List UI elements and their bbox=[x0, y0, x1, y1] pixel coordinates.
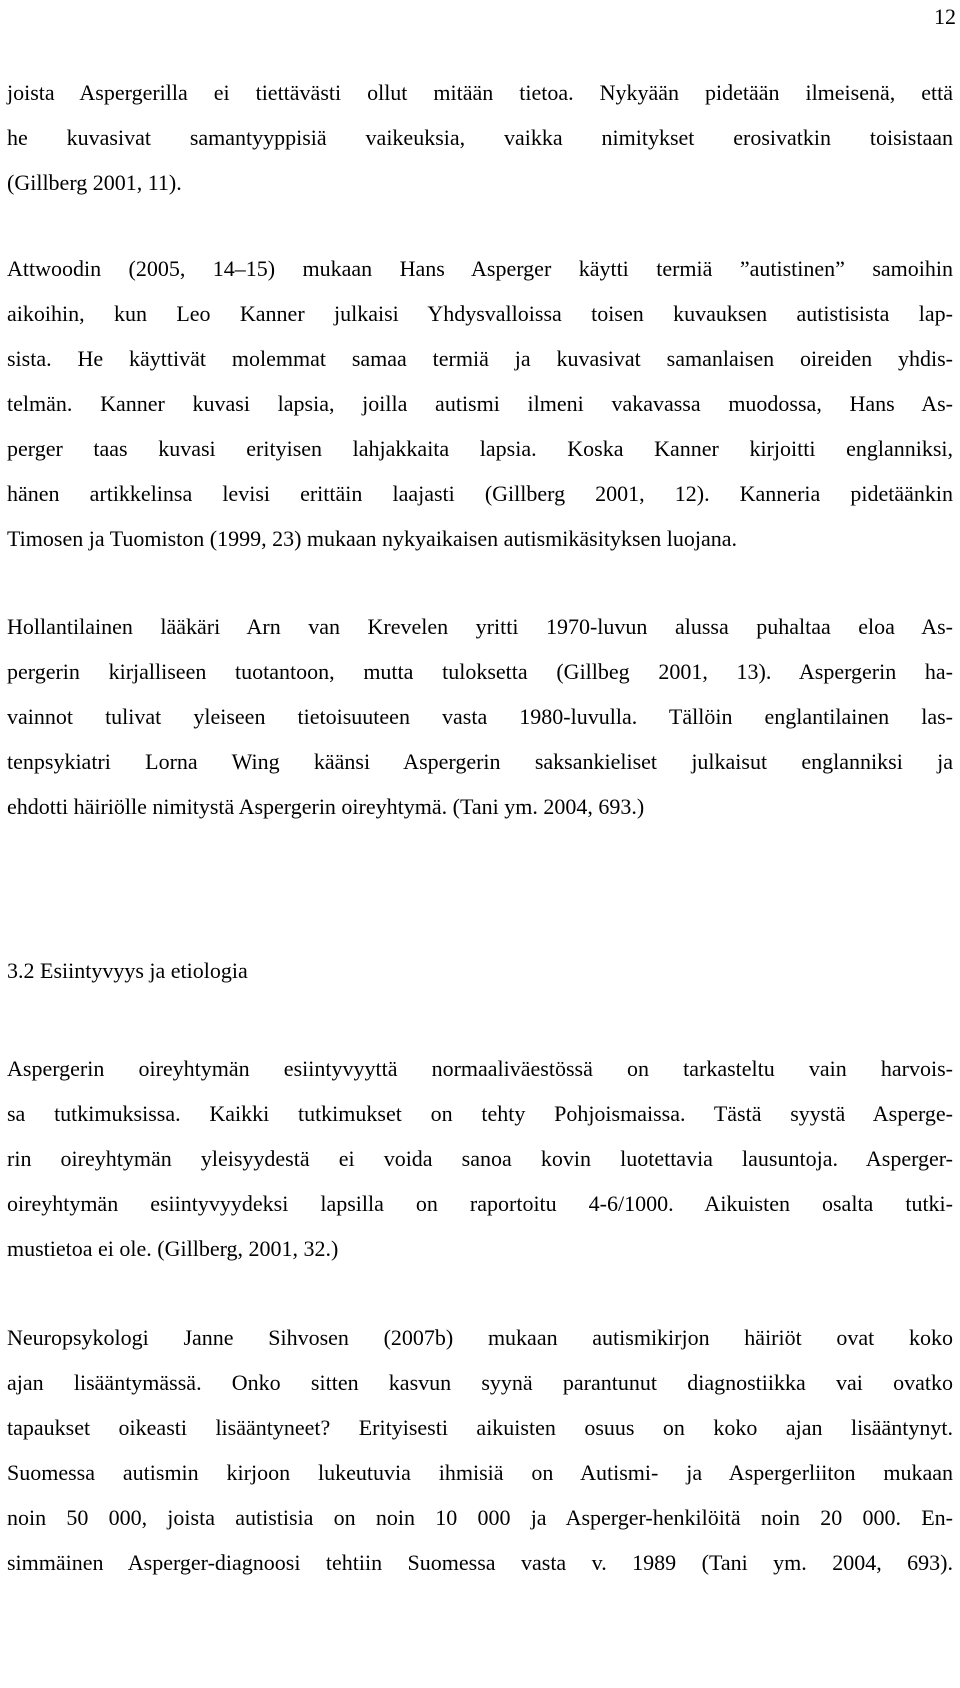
paragraph-line: rin oireyhtymän yleisyydestä ei voida sanoa kovin luotettavia lausuntoja. Asperger- bbox=[7, 1146, 953, 1171]
paragraph-line: tapaukset oikeasti lisääntyneet? Erityisesti aikuisten osuus on koko ajan lisääntynyt. bbox=[7, 1415, 953, 1440]
paragraph-intro-continuation bbox=[7, 70, 953, 205]
paragraph-line: he kuvasivat samantyyppisiä vaikeuksia, vaikka nimitykset erosivatkin toisistaan bbox=[7, 125, 953, 150]
paragraph-line: perger taas kuvasi erityisen lahjakkaita lapsia. Koska Kanner kirjoitti englanniksi, bbox=[7, 436, 953, 461]
paragraph-line: simmäinen Asperger-diagnoosi tehtiin Suomessa vasta v. 1989 (Tani ym. 2004, 693). bbox=[7, 1550, 953, 1575]
paragraph-line: Hollantilainen lääkäri Arn van Krevelen yritti 1970-luvun alussa puhaltaa eloa As- bbox=[7, 614, 953, 639]
paragraph-line: noin 50 000, joista autistisia on noin 10 000 ja Asperger-henkilöitä noin 20 000. En- bbox=[7, 1505, 953, 1530]
paragraph-line: Neuropsykologi Janne Sihvosen (2007b) mukaan autismikirjon häiriöt ovat koko bbox=[7, 1325, 953, 1350]
paragraph-line: joista Aspergerilla ei tiettävästi ollut mitään tietoa. Nykyään pidetään ilmeisenä, että bbox=[7, 80, 953, 105]
paragraph-line: (Gillberg 2001, 11). bbox=[7, 170, 182, 195]
paragraph-line: Aspergerin oireyhtymän esiintyvyyttä normaaliväestössä on tarkasteltu vain harvois- bbox=[7, 1056, 953, 1081]
paragraph-line: oireyhtymän esiintyvyydeksi lapsilla on raportoitu 4-6/1000. Aikuisten osalta tutki- bbox=[7, 1191, 953, 1216]
paragraph-line: hänen artikkelinsa levisi erittäin laajasti (Gillberg 2001, 12). Kanneria pidetäänkin bbox=[7, 481, 953, 506]
paragraph-line: Attwoodin (2005, 14–15) mukaan Hans Asperger käytti termiä ”autistinen” samoihin bbox=[7, 256, 953, 281]
paragraph-prevalence bbox=[7, 1046, 953, 1271]
paragraph-attwood bbox=[7, 246, 953, 561]
paragraph-line: Suomessa autismin kirjoon lukeutuvia ihmisiä on Autismi- ja Aspergerliiton mukaan bbox=[7, 1460, 953, 1485]
paragraph-line: sa tutkimuksissa. Kaikki tutkimukset on tehty Pohjoismaissa. Tästä syystä Asperge- bbox=[7, 1101, 953, 1126]
paragraph-line: Timosen ja Tuomiston (1999, 23) mukaan nykyaikaisen autismikäsityksen luojana. bbox=[7, 526, 738, 551]
paragraph-line: mustietoa ei ole. (Gillberg, 2001, 32.) bbox=[7, 1236, 339, 1261]
paragraph-line: pergerin kirjalliseen tuotantoon, mutta tuloksetta (Gillbeg 2001, 13). Aspergerin ha- bbox=[7, 659, 953, 684]
paragraph-line: telmän. Kanner kuvasi lapsia, joilla autismi ilmeni vakavassa muodossa, Hans As- bbox=[7, 391, 953, 416]
page-number: 12 bbox=[934, 4, 956, 29]
paragraph-line: ehdotti häiriölle nimitystä Aspergerin oireyhtymä. (Tani ym. 2004, 693.) bbox=[7, 794, 645, 819]
paragraph-line: vainnot tulivat yleiseen tietoisuuteen vasta 1980-luvulla. Tällöin englantilainen las- bbox=[7, 704, 953, 729]
paragraph-line: aikoihin, kun Leo Kanner julkaisi Yhdysvalloissa toisen kuvauksen autistisista lap- bbox=[7, 301, 953, 326]
paragraph-line: tenpsykiatri Lorna Wing käänsi Aspergerin saksankieliset julkaisut englanniksi ja bbox=[7, 749, 953, 774]
paragraph-line: sista. He käyttivät molemmat samaa termiä ja kuvasivat samanlaisen oireiden yhdis- bbox=[7, 346, 953, 371]
section-heading: 3.2 Esiintyvyys ja etiologia bbox=[7, 958, 248, 983]
paragraph-line: ajan lisääntymässä. Onko sitten kasvun syynä parantunut diagnostiikka vai ovatko bbox=[7, 1370, 953, 1395]
paragraph-van-krevelen bbox=[7, 604, 953, 829]
paragraph-sihvonen bbox=[7, 1315, 953, 1585]
